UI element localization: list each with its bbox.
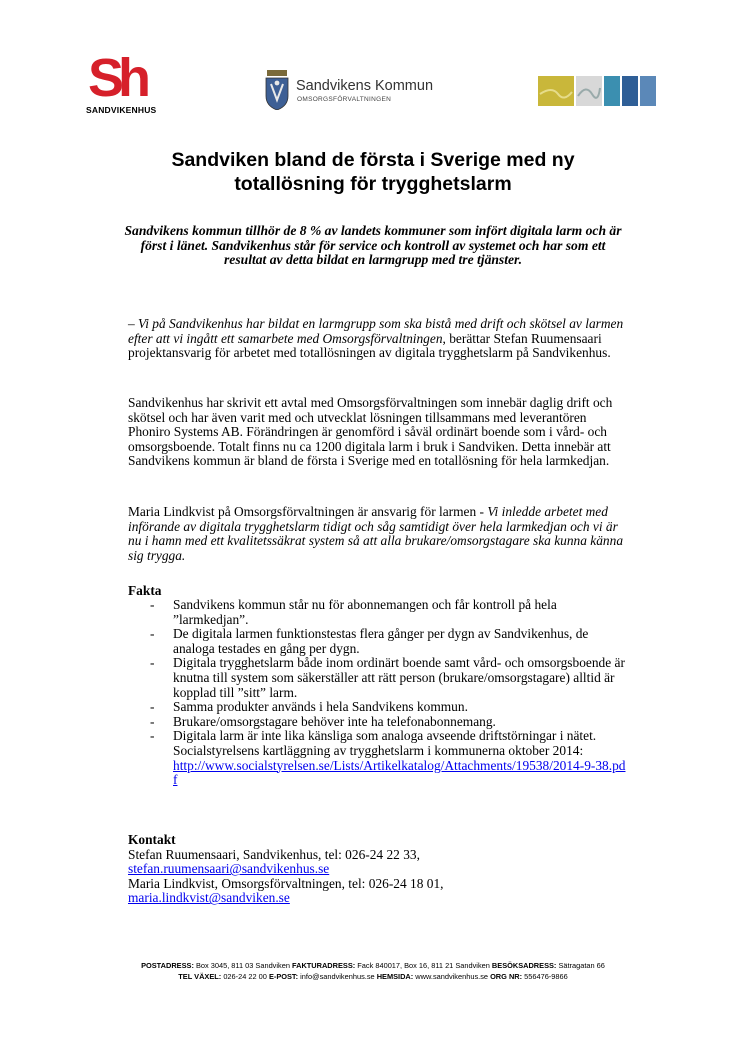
footer-line-2: TEL VÄXEL: 026-24 22 00 E-POST: info@sandvikenhus.se HEMSIDA: www.sandvikenhus.se ORG NR: 556476-9866 <box>178 972 568 981</box>
list-item: - Brukare/omsorgstagare behöver inte ha telefonabonnemang. <box>150 713 496 729</box>
list-dash: - <box>150 728 155 744</box>
sandvikenhus-logo <box>86 48 166 118</box>
fakta-heading: Fakta <box>128 583 162 598</box>
quote-text-maria: Vi inledde arbetet med införande av digitala trygghetslarm tidigt och såg samtidigt över hela larmkedjan och vi är nu i hamn med ett kvalitetssäkrat system så att alla brukare/omsorgstagare ska kunna känna sig trygga. <box>128 504 624 563</box>
sandvikenhus-logo-mark: Sh <box>88 48 146 108</box>
list-dash: - <box>150 655 155 671</box>
kommun-subtitle: OMSORGSFÖRVALTNINGEN <box>297 96 392 103</box>
list-dash: - <box>150 597 155 612</box>
lead-paragraph: Sandvikens kommun tillhör de 8 % av landets kommuner som infört digitala larm och är först i länet. Sandvikenhus står för service och kontroll av systemet och har som ett resultat av detta bildat en larmgrupp med tre tjänster. <box>124 223 622 267</box>
kommun-name: Sandvikens Kommun <box>296 78 434 94</box>
list-item: - Digitala trygghetslarm både inom ordinärt boende samt vård- och omsorgsboende är knutna till system som säkerställer att rätt person (brukare/omsorgstagare) alltid är kopplad till ”sitt” larm. <box>150 655 625 700</box>
email-link-maria[interactable]: maria.lindkvist@sandviken.se <box>128 890 290 906</box>
list-item: - Digitala larm är inte lika känsliga som analoga avseende driftstörningar i nätet. Socialstyrelsens kartläggning av trygghetslarm i kommunerna oktober 2014: http://www.socialstyrelsen.se/Lists/Artikelkatalog/Attachments/19538/2014-9-38.pdf <box>150 728 626 788</box>
kontakt-line-stefan: Stefan Ruumensaari, Sandvikenhus, tel: 026-24 22 33, <box>128 846 420 862</box>
paragraph-agreement: Sandvikenhus har skrivit ett avtal med Omsorgsförvaltningen som innebär daglig drift och skötsel och har även varit med och utvecklat lösningen tillsammans med leverantören Phoniro Systems AB. Förändringen är genomförd i såväl ordinärt boende som i vård- och omsorgsboende. Totalt finns nu ca 1200 digitala larm i bruk i Sandviken. Detta innebär att Sandvikens kommun är bland de första i Sverige med en totallösning för hela larmkedjan. <box>128 395 613 469</box>
paragraph-quote-stefan <box>128 317 628 361</box>
coat-of-arms-icon <box>264 70 290 110</box>
footer-line-1: POSTADRESS: Box 3045, 811 03 Sandviken FAKTURADRESS: Fack 840017, Box 16, 811 21 Sandviken BESÖKSADRESS: Sätragatan 66 <box>141 961 605 970</box>
email-link-stefan[interactable]: stefan.ruumensaari@sandvikenhus.se <box>128 861 330 877</box>
kontakt-heading: Kontakt <box>128 832 176 847</box>
sandvikens-kommun-logo <box>264 70 464 116</box>
list-dash: - <box>150 626 155 642</box>
list-dash: - <box>150 713 155 729</box>
footer <box>0 960 746 982</box>
kontakt-line-maria: Maria Lindkvist, Omsorgsförvaltningen, tel: 026-24 18 01, <box>128 875 444 891</box>
quote-intro: Maria Lindkvist på Omsorgsförvaltningen är ansvarig för larmen - <box>128 504 488 519</box>
logo-row <box>0 48 746 118</box>
page-title: Sandviken bland de första i Sverige med ny totallösning för trygghetslarm <box>171 149 575 195</box>
list-item: - Sandvikens kommun står nu för abonnemangen och får kontroll på hela ”larmkedjan”. <box>150 597 557 627</box>
kontakt-section <box>128 833 628 906</box>
partner-logo-blocks <box>538 76 658 106</box>
sandvikenhus-logo-name: SANDVIKENHUS <box>86 105 157 115</box>
list-dash: - <box>150 699 155 715</box>
quote-text: – Vi på Sandvikenhus har bildat en larmgrupp som ska bistå med drift och skötsel av larmen efter att vi ingått ett samarbete med Omsorgsförvaltningen <box>128 316 624 346</box>
fakta-list <box>128 598 628 788</box>
socialstyrelsen-link[interactable]: http://www.socialstyrelsen.se/Lists/Artikelkatalog/Attachments/19538/2014-9-38.pdf <box>173 757 626 788</box>
paragraph-quote-maria <box>128 505 628 563</box>
list-item: - De digitala larmen funktionstestas flera gånger per dygn av Sandvikenhus, de analoga testades en gång per dygn. <box>150 626 589 656</box>
quote-attribution: , berättar Stefan Ruumensaari projektansvarig för arbetet med totallösningen av digitala trygghetslarm på Sandvikenhus. <box>128 330 611 361</box>
list-item: - Samma produkter används i hela Sandvikens kommun. <box>150 699 468 715</box>
